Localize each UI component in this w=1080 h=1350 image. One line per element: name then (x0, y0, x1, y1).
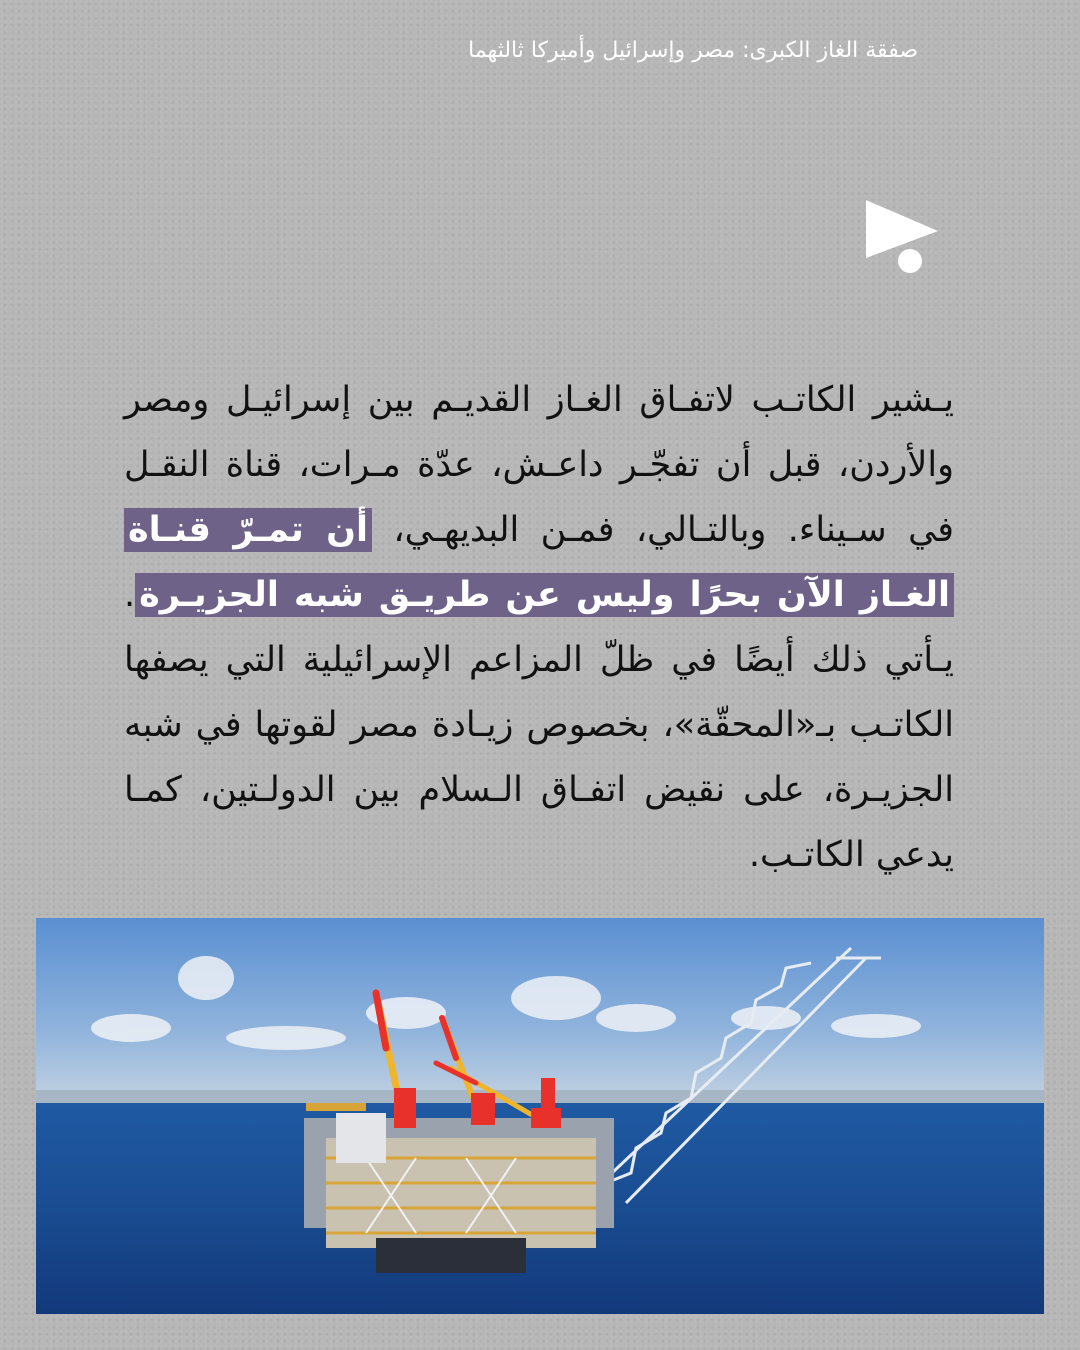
play-triangle-dot-logo-icon (864, 198, 940, 276)
article-paragraph (124, 368, 954, 888)
article-text-after: . يـأتي ذلك أيضًا في ظلّ المزاعم الإسرائيلية التي يصفها الكاتـب بـ«المحقّة»، بخصوص زيـادة مصر لقوتها في شبه الجزيـرة، على نقيض اتفـاق الـسلام بين الدولـتين، كمـا يدعي الكاتـب. (124, 575, 954, 875)
article-highlight: أن تمـرّ قنـاة الغـاز الآن بحرًا وليس عن طريـق شبه الجزيـرة (124, 508, 954, 617)
gas-platform-photo (36, 918, 1044, 1314)
page-header-title: صفقة الغاز الكبرى: مصر وإسرائيل وأميركا ثالثهما (468, 38, 918, 63)
article-text-before: يـشير الكاتـب لاتفـاق الغـاز القديـم بين إسرائيـل ومصر والأردن، قبل أن تفجّـر داعـش، عدّة مـرات، قناة النقـل في سـيناء. وبالتـالي، فمـن البديهـي، (124, 380, 954, 550)
